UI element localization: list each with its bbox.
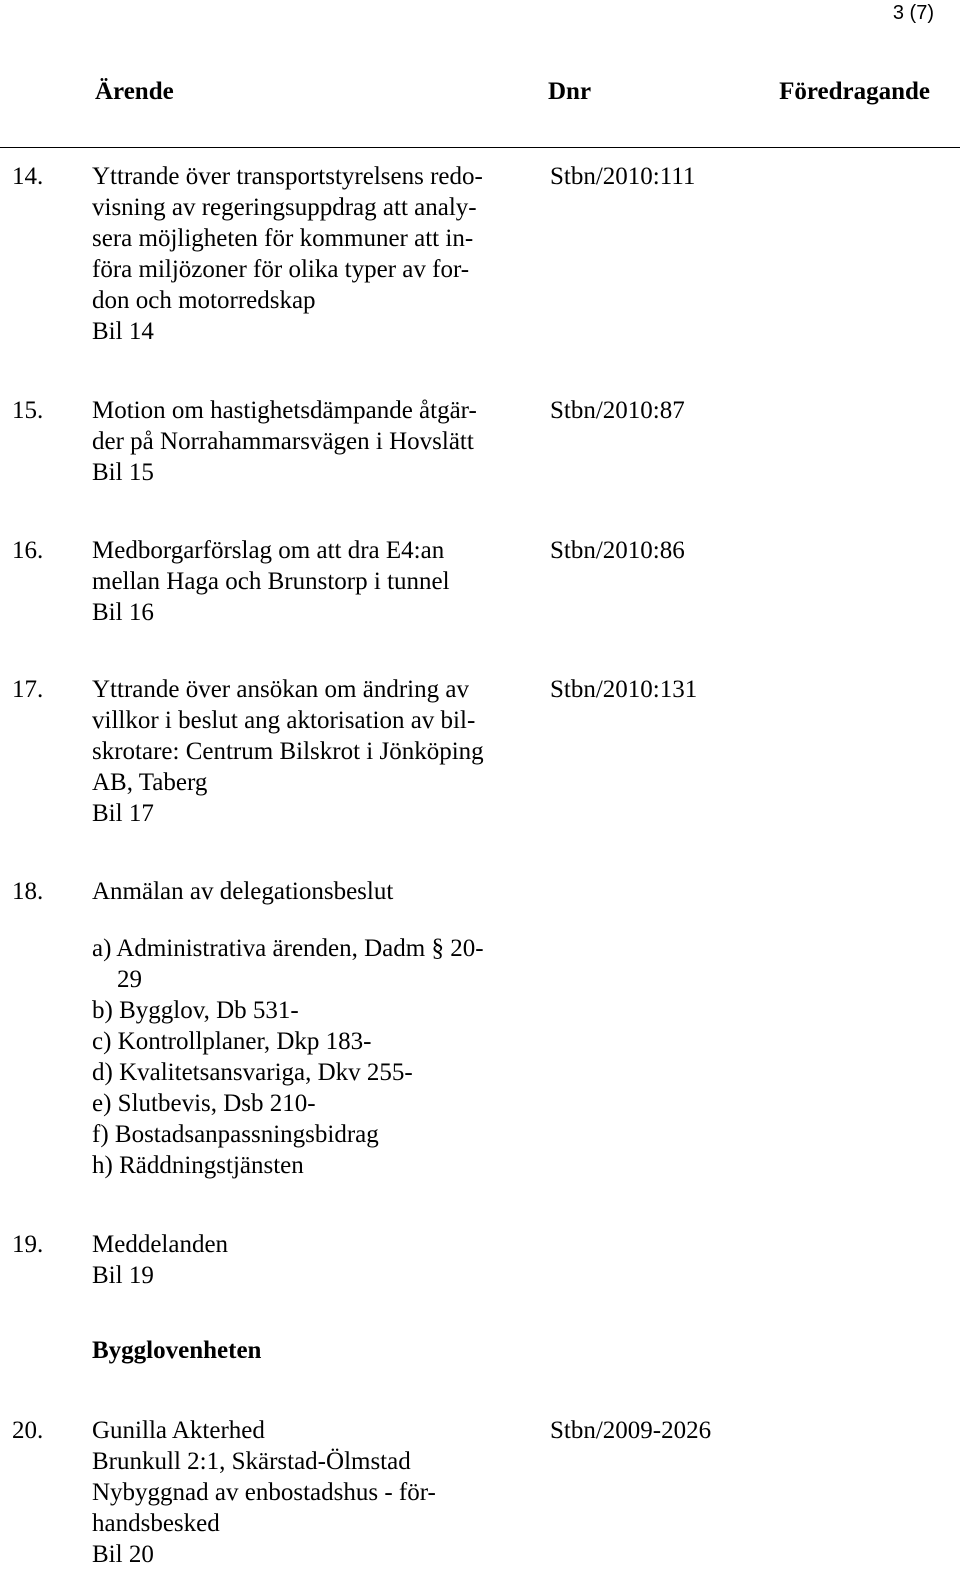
column-header-dnr: Dnr (548, 78, 592, 105)
item-text: Meddelanden Bil 19 (92, 1231, 229, 1289)
item-text: Yttrande över ansökan om ändring av villkor i beslut ang aktorisation av bil- skrotare: Centrum Bilskrot i Jönköping AB, Taberg Bil 17 (92, 676, 484, 827)
header-divider (0, 147, 960, 148)
item-text: Medborgarförslag om att dra E4:an mellan Haga och Brunstorp i tunnel Bil 16 (92, 537, 450, 626)
column-header-foredragande: Föredragande (779, 78, 930, 105)
item-dnr: Stbn/2010:86 (550, 537, 685, 564)
item-number: 16. (12, 537, 44, 564)
item-text: Yttrande över transportstyrelsens redo- visning av regeringsuppdrag att analy- sera möjligheten för kommuner att in- föra miljözoner för olika typer av for- don och motorredskap Bil 14 (92, 163, 483, 345)
delegation-list: a) Administrativa ärenden, Dadm § 20- 29 b) Bygglov, Db 531- c) Kontrollplaner, Dkp 183- d) Kvalitetsansvariga, Dkv 255- e) Slutbevis, Dsb 210- f) Bostadsanpassningsbidrag h) Räddningstjänsten (92, 935, 484, 1179)
item-text: Anmälan av delegationsbeslut (92, 878, 394, 905)
item-number: 18. (12, 878, 44, 905)
item-dnr: Stbn/2010:87 (550, 397, 685, 424)
section-heading: Bygglovenheten (92, 1337, 262, 1364)
item-number: 17. (12, 676, 44, 703)
item-text: Motion om hastighetsdämpande åtgär- der på Norrahammarsvägen i Hovslätt Bil 15 (92, 397, 477, 486)
item-number: 14. (12, 163, 44, 190)
page-number: 3 (7) (892, 2, 934, 24)
column-header-arende: Ärende (95, 78, 174, 105)
item-dnr: Stbn/2009-2026 (550, 1417, 712, 1444)
item-text: Gunilla Akterhed Brunkull 2:1, Skärstad-Ölmstad Nybyggnad av enbostadshus - för- handsbesked Bil 20 (92, 1417, 436, 1568)
item-number: 20. (12, 1417, 44, 1444)
item-dnr: Stbn/2010:131 (550, 676, 698, 703)
item-number: 19. (12, 1231, 44, 1258)
item-dnr: Stbn/2010:111 (550, 163, 696, 190)
item-number: 15. (12, 397, 44, 424)
